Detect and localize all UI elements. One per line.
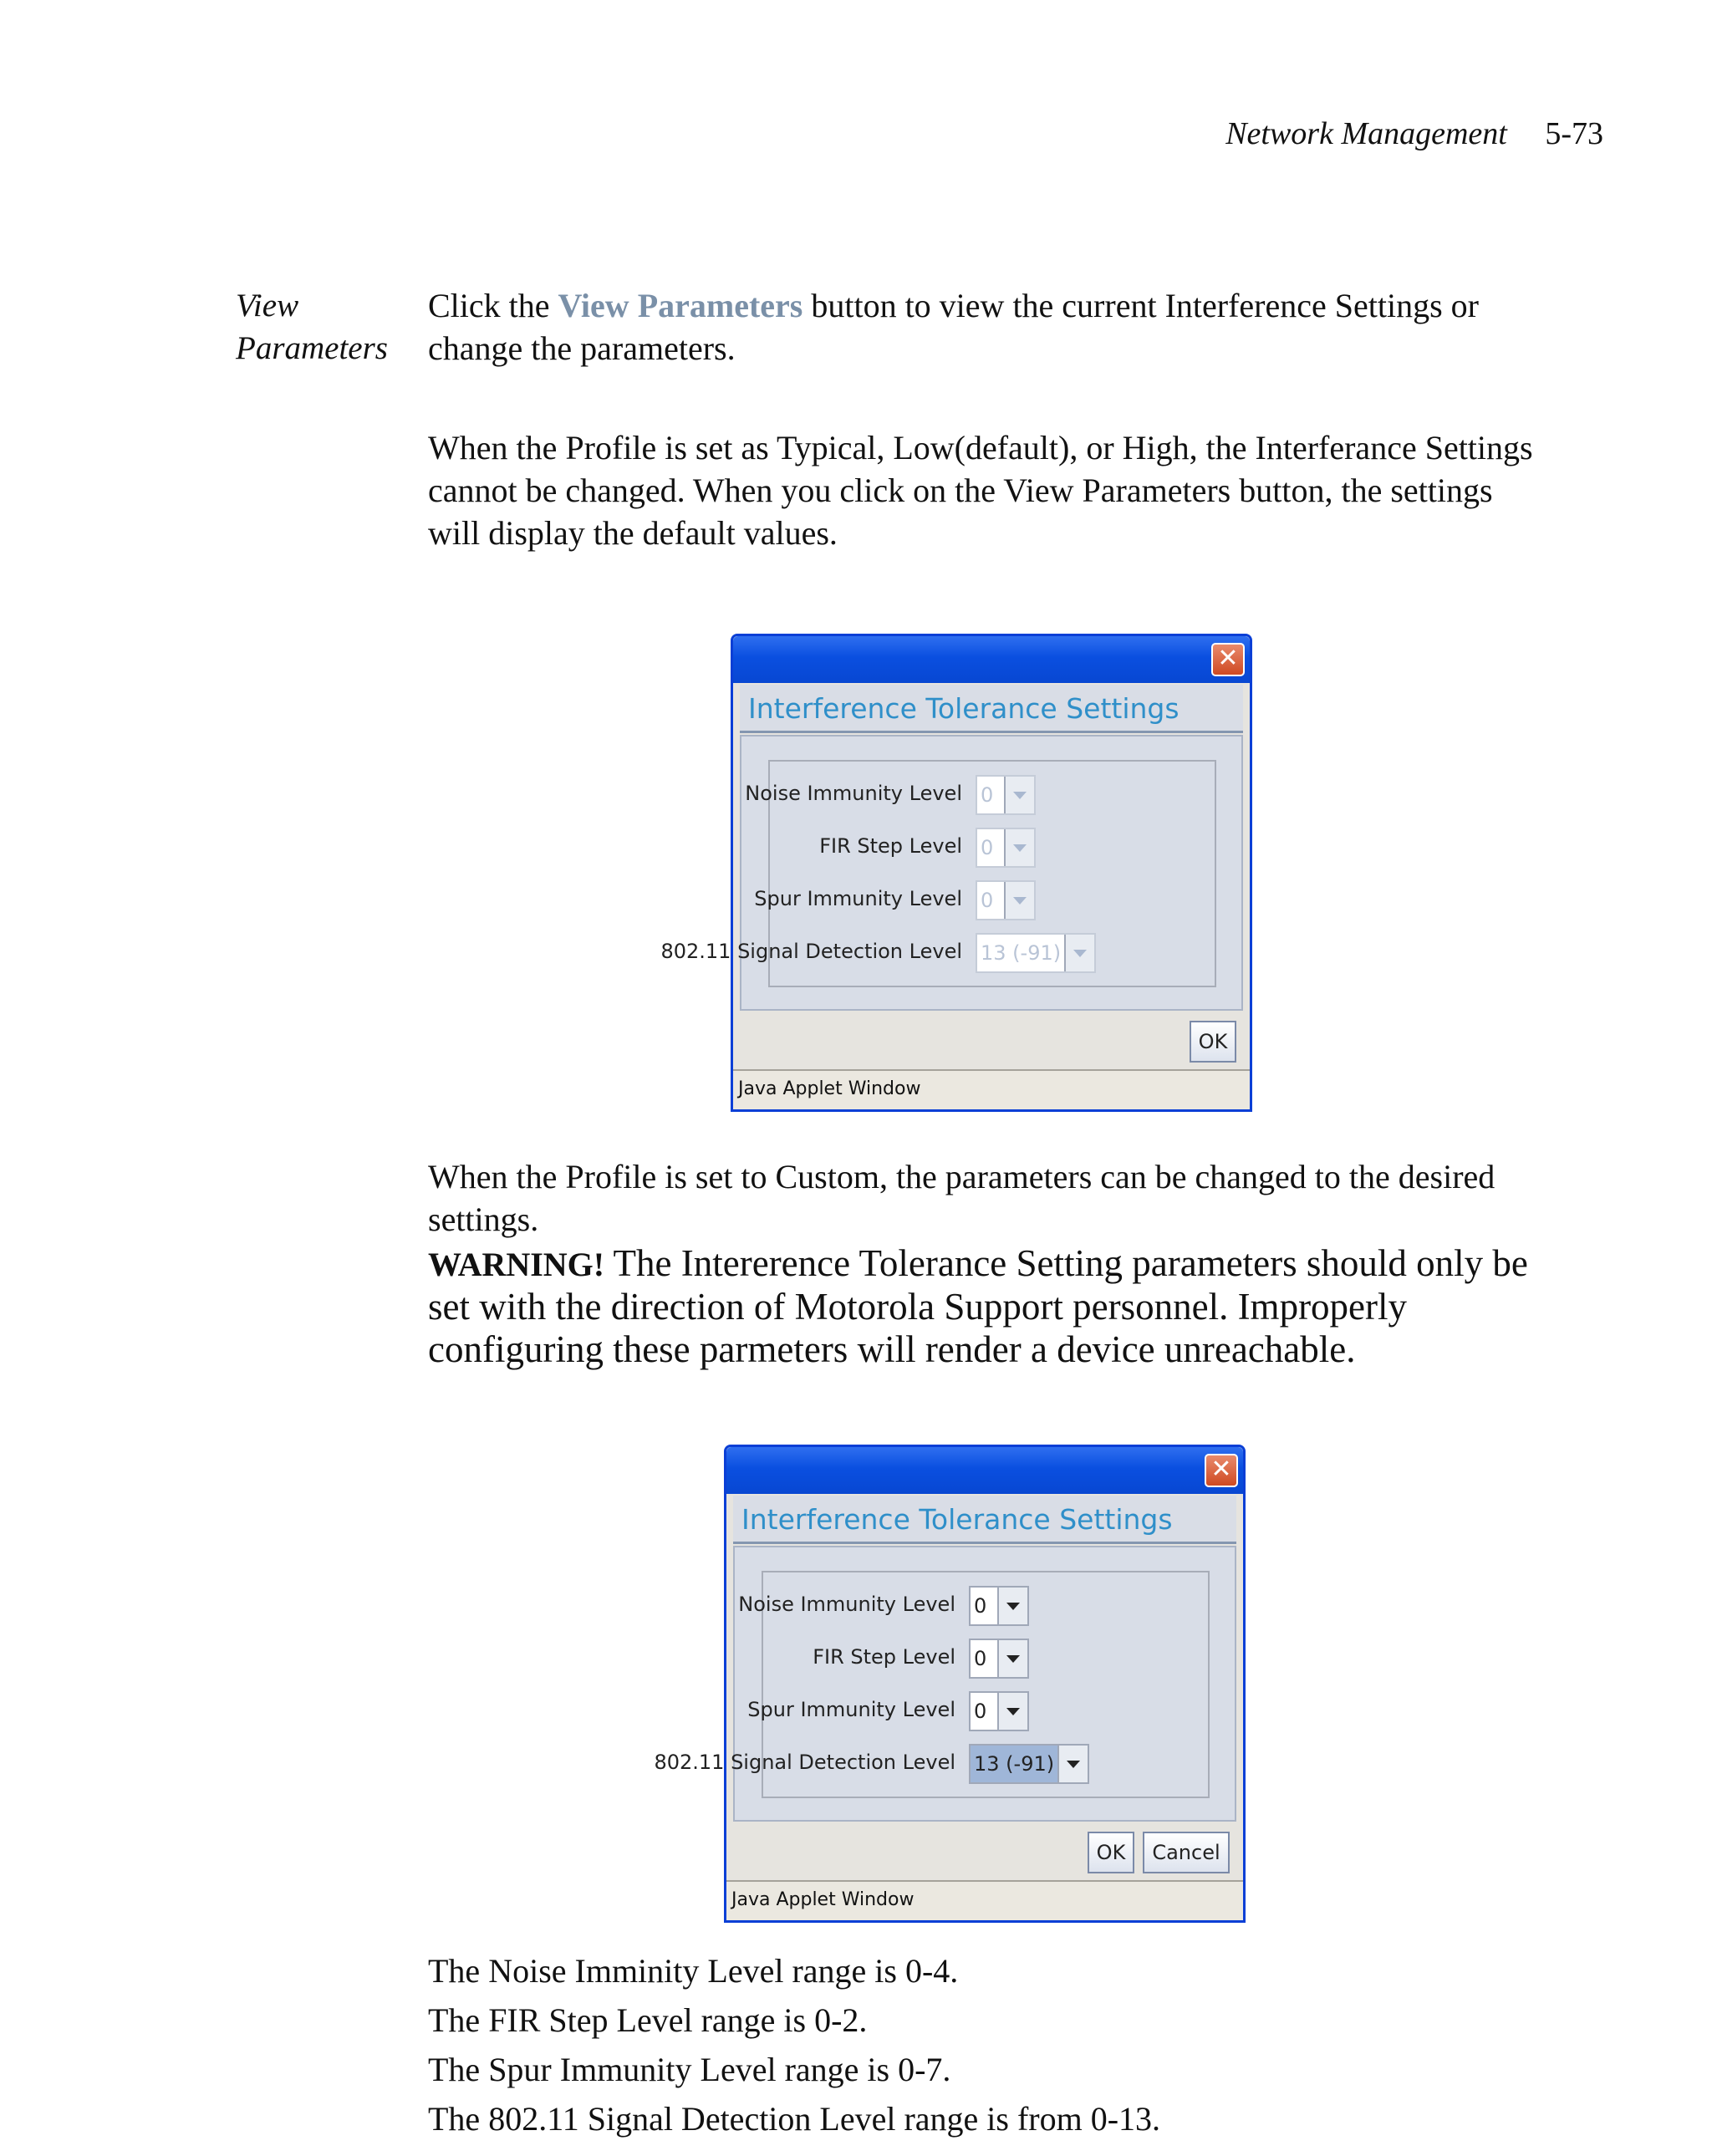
cancel-button[interactable]: Cancel [1143,1832,1230,1873]
signal-detection-label: 802.11 Signal Detection Level [654,1751,955,1774]
select-value: 13 (-91) [971,1746,1059,1782]
close-icon[interactable]: ✕ [1205,1454,1238,1487]
spur-immunity-row [747,1688,1208,1735]
spur-immunity-select[interactable] [976,880,1036,920]
noise-immunity-label: Noise Immunity Level [738,1593,955,1616]
fir-step-label: FIR Step Level [813,1645,955,1669]
ranges-list [428,1946,1540,2143]
signal-detection-select[interactable] [969,1744,1089,1784]
signal-detection-label: 802.11 Signal Detection Level [660,940,962,963]
profile-paragraph: When the Profile is set as Typical, Low(default), or High, the Interferance Settings cannot be changed. When you click on the View Parameters button, the settings will display the default values. [428,429,1533,552]
range-noise-immunity: The Noise Imminity Level range is 0-4. [428,1952,959,1990]
side-label-line2: Parameters [236,330,388,366]
signal-detection-row [654,1741,1208,1787]
page-number: 5-73 [1545,116,1603,151]
dialog-body [660,735,1243,1011]
chevron-down-icon [997,1640,1027,1677]
noise-immunity-select[interactable] [969,1586,1029,1626]
select-value: 0 [974,1594,987,1618]
status-bar: Java Applet Window [733,1069,1250,1109]
custom-paragraph: When the Profile is set to Custom, the parameters can be changed to the desired settings. [428,1158,1495,1238]
side-label [236,284,388,370]
fir-step-row [763,1635,1208,1682]
fir-step-select[interactable] [976,828,1036,868]
fir-step-label: FIR Step Level [819,834,962,858]
select-value: 0 [974,1647,987,1670]
fir-step-row [770,824,1215,871]
select-value: 13 (-91) [981,941,1062,965]
spur-immunity-label: Spur Immunity Level [747,1698,955,1721]
select-value: 0 [974,1700,987,1723]
dialog-body [654,1546,1236,1822]
ok-button[interactable]: OK [1190,1021,1236,1063]
chevron-down-icon [997,1588,1027,1624]
dialog-heading: Interference Tolerance Settings [740,685,1243,733]
dialog-footer [740,1014,1243,1068]
dialog-heading: Interference Tolerance Settings [733,1496,1236,1544]
chevron-down-icon [1004,829,1034,866]
interference-dialog-editable [654,1445,1246,1923]
warning-text: The Intererence Tolerance Setting parameters should only be set with the direction of Motorola Support personnel. Improperly configuring these parmeters will render a device unreachable. [428,1242,1528,1370]
intro-text-pre: Click the [428,287,558,324]
select-value: 0 [981,836,994,859]
fir-step-select[interactable] [969,1639,1029,1679]
noise-immunity-row [745,772,1215,818]
close-icon[interactable]: ✕ [1211,643,1245,676]
range-signal-detection: The 802.11 Signal Detection Level range is from 0-13. [428,2100,1161,2138]
section-title: Network Management [1225,116,1507,151]
settings-group [654,1571,1210,1798]
spur-immunity-select[interactable] [969,1691,1029,1731]
noise-immunity-select[interactable] [976,775,1036,815]
range-fir-step: The FIR Step Level range is 0-2. [428,2001,868,2039]
signal-detection-row [660,930,1215,976]
status-bar: Java Applet Window [726,1880,1243,1920]
dialog-footer [733,1825,1236,1878]
warning-paragraph [428,1242,1540,1371]
intro-paragraph [428,284,1540,370]
chevron-down-icon [997,1693,1027,1730]
intro-text-post: button to view the current Interference Settings or change the parameters. [428,287,1479,367]
chevron-down-icon [1064,935,1094,971]
select-value: 0 [981,889,994,912]
select-value: 0 [981,783,994,807]
ok-button[interactable]: OK [1088,1832,1134,1873]
side-label-line1: View [236,288,299,324]
chevron-down-icon [1004,777,1034,813]
page-header [1225,115,1603,152]
noise-immunity-row [738,1583,1208,1629]
dialog-titlebar [733,636,1250,683]
settings-group [660,760,1216,987]
signal-detection-select[interactable] [976,933,1096,973]
spur-immunity-label: Spur Immunity Level [754,887,962,910]
spur-immunity-row [754,877,1215,924]
dialog-titlebar [726,1447,1243,1494]
chevron-down-icon [1057,1746,1088,1782]
noise-immunity-label: Noise Immunity Level [745,782,962,805]
interference-dialog-readonly [660,634,1252,1112]
warning-label: WARNING! [428,1246,605,1283]
chevron-down-icon [1004,882,1034,919]
view-parameters-link[interactable]: View Parameters [558,287,803,324]
range-spur-immunity: The Spur Immunity Level range is 0-7. [428,2051,951,2088]
